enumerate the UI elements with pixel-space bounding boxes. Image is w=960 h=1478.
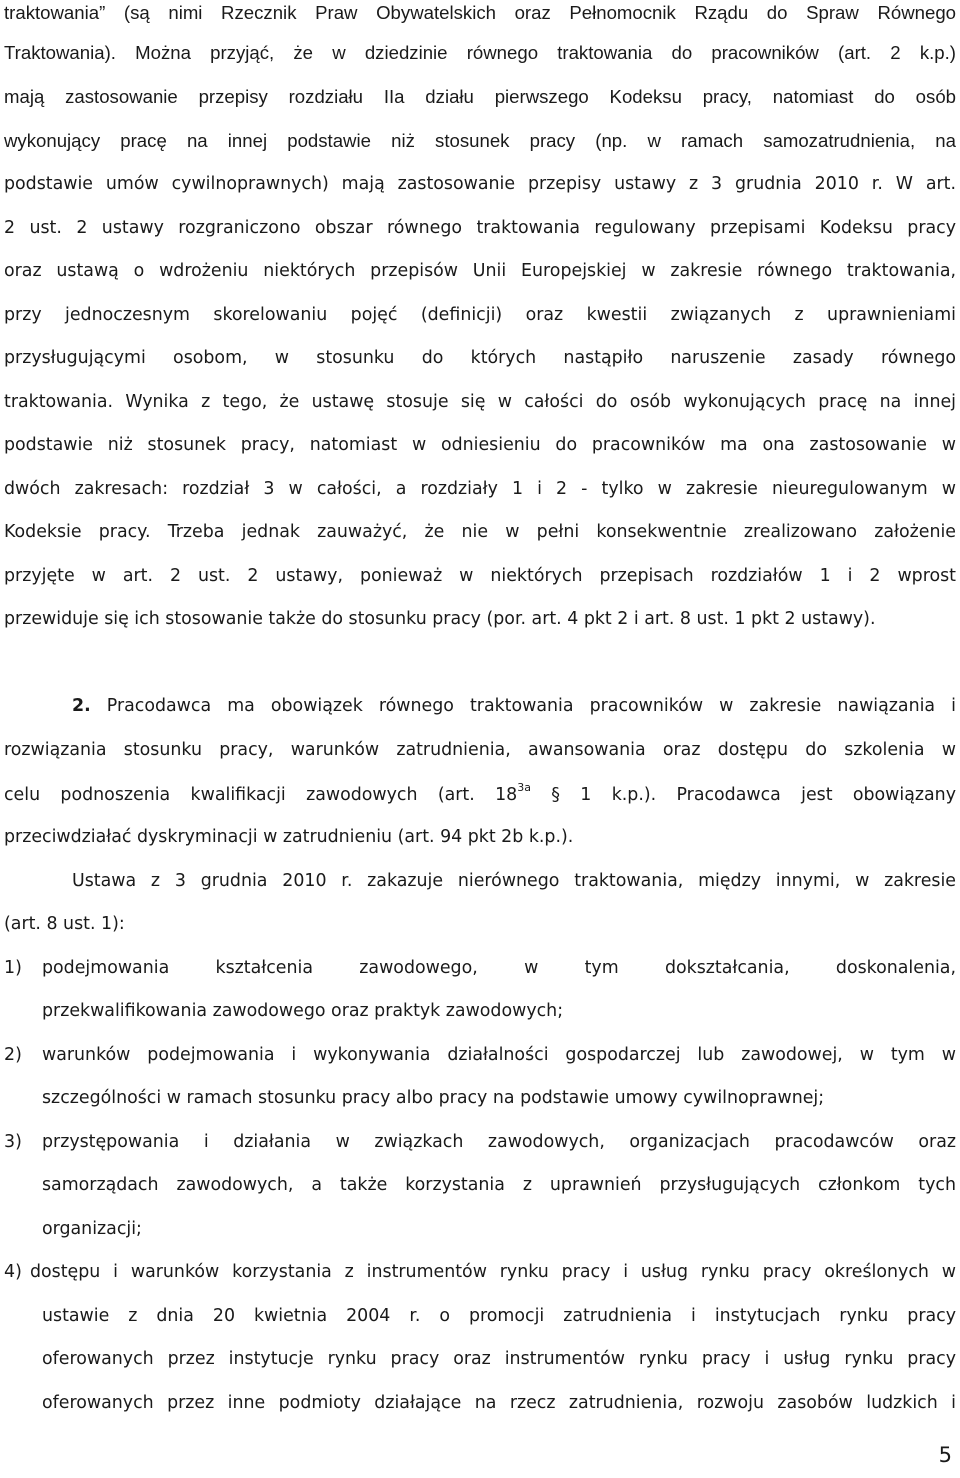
text-line: traktowania” (są nimi Rzecznik Praw Obywatelskich oraz Pełnomocnik Rządu do Spraw Równego [4, 2, 956, 23]
text-line: przyjęte w art. 2 ust. 2 ustawy, ponieważ w niektórych przepisach rozdziałów 1 i 2 wprost [4, 566, 956, 586]
list-item-line: samorządach zawodowych, a także korzystania z uprawnień przysługujących członkom tych [42, 1175, 956, 1195]
text-line: przeciwdziałać dyskryminacji w zatrudnieniu (art. 94 pkt 2b k.p.). [4, 827, 574, 847]
text-line: rozwiązania stosunku pracy, warunków zatrudnienia, awansowania oraz dostępu do szkolenia w [4, 740, 956, 760]
list-item-line: ustawie z dnia 20 kwietnia 2004 r. o promocji zatrudnienia i instytucjach rynku pracy [42, 1306, 956, 1326]
text-fragment: celu podnoszenia kwalifikacji zawodowych (art. 18 [4, 785, 518, 805]
text-line: oraz ustawą o wdrożeniu niektórych przepisów Unii Europejskiej w zakresie równego traktowania, [4, 261, 956, 281]
list-number: 1) [4, 958, 22, 978]
text-line: Ustawa z 3 grudnia 2010 r. zakazuje nierównego traktowania, między innymi, w zakresie [72, 871, 956, 891]
list-item-line: podejmowania kształcenia zawodowego, w tym dokształcania, doskonalenia, [42, 958, 956, 978]
text-line: dwóch zakresach: rozdział 3 w całości, a rozdziały 1 i 2 - tylko w zakresie nieuregulowanym w [4, 479, 956, 499]
list-item-line: oferowanych przez inne podmioty działające na rzecz zatrudnienia, rozwoju zasobów ludzkich i [42, 1393, 956, 1413]
list-item-line: przekwalifikowania zawodowego oraz praktyk zawodowych; [42, 1001, 564, 1021]
text-line-with-superscript [4, 782, 956, 808]
text-line: 2 ust. 2 ustawy rozgraniczono obszar równego traktowania regulowany przepisami Kodeksu pracy [4, 218, 956, 238]
list-item-line: oferowanych przez instytucje rynku pracy oraz instrumentów rynku pracy i usług rynku pracy [42, 1349, 956, 1369]
text-line: podstawie niż stosunek pracy, natomiast w odniesieniu do pracowników ma ona zastosowanie w [4, 435, 956, 455]
text-line: mają zastosowanie przepisy rozdziału IIa działu pierwszego Kodeksu pracy, natomiast do osób [4, 86, 956, 107]
text-line: przysługującymi osobom, w stosunku do których nastąpiło naruszenie zasady równego [4, 348, 956, 368]
superscript: 3a [517, 782, 531, 794]
list-item-line: organizacji; [42, 1219, 142, 1239]
list-item-line: warunków podejmowania i wykonywania działalności gospodarczej lub zawodowej, w tym w [42, 1045, 956, 1065]
text-line: traktowania. Wynika z tego, że ustawę stosuje się w całości do osób wykonujących pracę na innej [4, 392, 956, 412]
text-line: przewiduje się ich stosowanie także do stosunku pracy (por. art. 4 pkt 2 i art. 8 ust. 1 pkt 2 ustawy). [4, 609, 876, 629]
section-number: 2. [72, 696, 91, 716]
text-line: Traktowania). Można przyjąć, że w dziedzinie równego traktowania do pracowników (art. 2 k.p.) [4, 42, 956, 63]
section-2-first-line [72, 693, 956, 719]
text-line: wykonujący pracę na innej podstawie niż stosunek pracy (np. w ramach samozatrudnienia, na [4, 130, 956, 151]
text-line: przy jednoczesnym skorelowaniu pojęć (definicji) oraz kwestii związanych z uprawnieniami [4, 305, 956, 325]
list-item-line: przystępowania i działania w związkach zawodowych, organizacjach pracodawców oraz [42, 1132, 956, 1152]
section-text: Pracodawca ma obowiązek równego traktowania pracowników w zakresie nawiązania i [106, 696, 956, 716]
text-line: (art. 8 ust. 1): [4, 914, 125, 934]
page-number: 5 [938, 1443, 952, 1467]
list-number: 3) [4, 1132, 22, 1152]
text-line: Kodeksie pracy. Trzeba jednak zauważyć, że nie w pełni konsekwentnie zrealizowano założenie [4, 522, 956, 542]
list-item-line: szczególności w ramach stosunku pracy albo pracy na podstawie umowy cywilnoprawnej; [42, 1088, 825, 1108]
text-line: podstawie umów cywilnoprawnych) mają zastosowanie przepisy ustawy z 3 grudnia 2010 r. W art. [4, 174, 956, 194]
list-item-line: dostępu i warunków korzystania z instrumentów rynku pracy i usług rynku pracy określonych w [30, 1262, 956, 1282]
list-number: 2) [4, 1045, 22, 1065]
text-fragment: § 1 k.p.). Pracodawca jest obowiązany [530, 785, 956, 805]
list-number: 4) [4, 1262, 22, 1282]
